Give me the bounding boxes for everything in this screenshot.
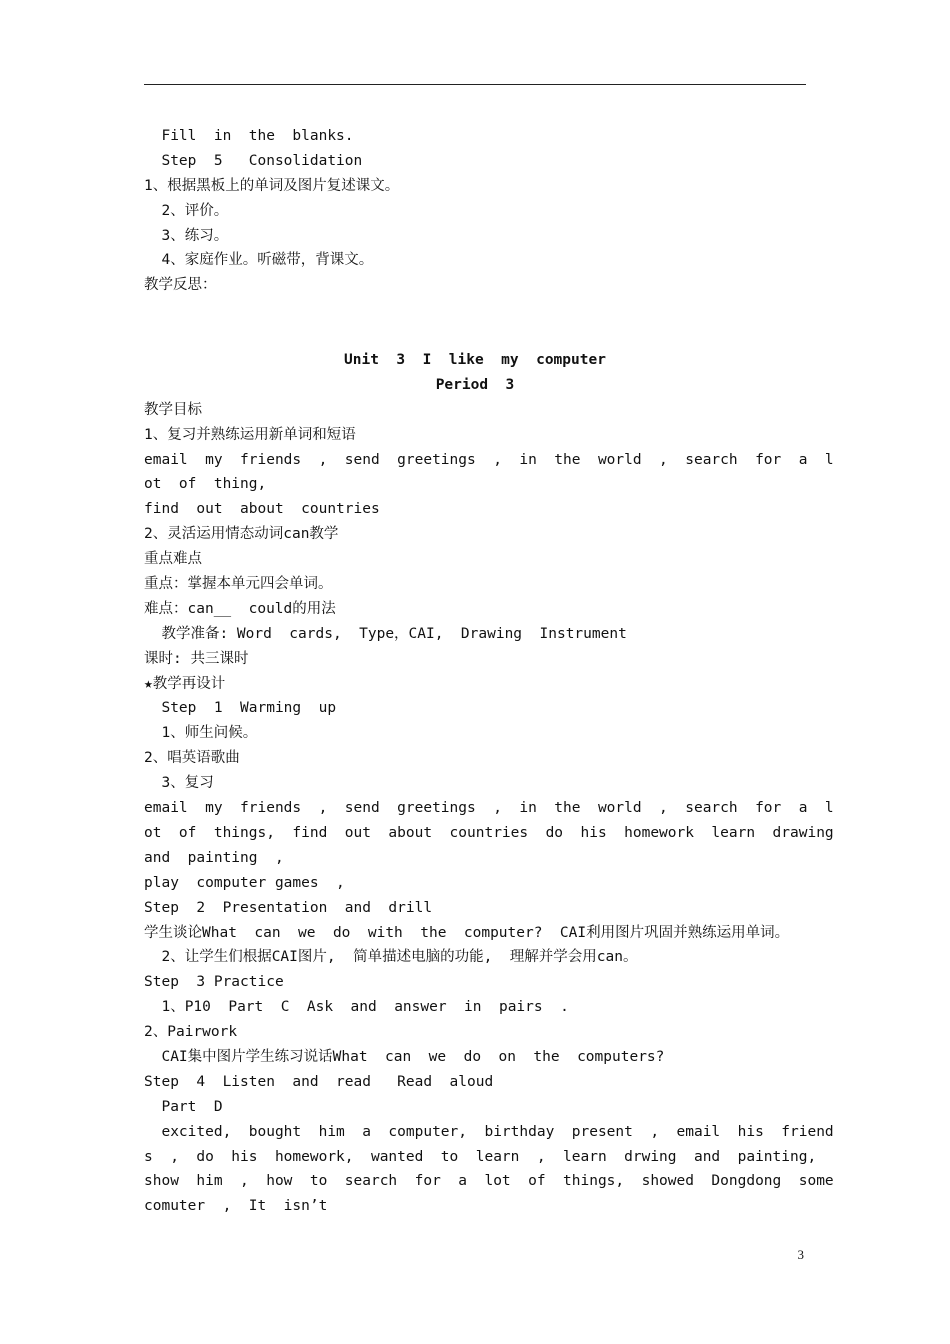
text-line: ★教学再设计 bbox=[144, 675, 226, 692]
text-line: 3、复习 bbox=[144, 775, 214, 792]
text-line: 2、评价。 bbox=[144, 202, 229, 219]
text-line: email my friends , send greetings , in the world , search for a l bbox=[144, 800, 834, 817]
text-line: 4、家庭作业。听磁带，背课文。 bbox=[144, 252, 374, 269]
text-line: Step 5 Consolidation bbox=[144, 152, 363, 169]
text-line: 2、唱英语歌曲 bbox=[144, 750, 240, 767]
text-line: 课时: 共三课时 bbox=[144, 650, 249, 667]
text-line: Step 2 Presentation and drill bbox=[144, 899, 433, 916]
text-line: s , do his homework, wanted to learn , learn drwing and painting, bbox=[144, 1148, 817, 1165]
text-line: 1、根据黑板上的单词及图片复述课文。 bbox=[144, 177, 400, 194]
text-line: play computer games , bbox=[144, 874, 345, 891]
text-line: Part D bbox=[144, 1098, 223, 1115]
text-line bbox=[144, 298, 819, 323]
text-line: Step 3 Practice bbox=[144, 974, 284, 991]
text-line: email my friends , send greetings , in the world , search for a l bbox=[144, 451, 834, 468]
text-line: 难点：can__ could的用法 bbox=[144, 600, 336, 617]
header-rule bbox=[144, 84, 806, 85]
text-line: show him , how to search for a lot of things, showed Dongdong some bbox=[144, 1173, 834, 1190]
text-line: find out about countries bbox=[144, 501, 380, 518]
text-line: 教学目标 bbox=[144, 401, 202, 418]
section-title: Unit 3 I like my computer bbox=[344, 352, 606, 369]
text-line: Step 4 Listen and read Read aloud bbox=[144, 1073, 494, 1090]
text-line: 2、Pairwork bbox=[144, 1024, 238, 1041]
text-line: 1、P10 Part C Ask and answer in pairs . bbox=[144, 999, 569, 1016]
text-line: Fill in the blanks. bbox=[144, 128, 354, 144]
text-line: 重点：掌握本单元四会单词。 bbox=[144, 576, 333, 593]
text-line: 1、复习并熟练运用新单词和短语 bbox=[144, 426, 356, 443]
section-title: Period 3 bbox=[435, 376, 515, 393]
text-line bbox=[144, 323, 819, 348]
document-body bbox=[144, 124, 834, 1219]
text-line: 教学反思： bbox=[144, 277, 217, 294]
text-line: 学生谈论What can we do with the computer? CAI利用图片巩固并熟练运用单词。 bbox=[144, 924, 790, 941]
text-line: and painting , bbox=[144, 849, 284, 866]
text-line: ot of thing, bbox=[144, 476, 267, 493]
text-line: ot of things, find out about countries do his homework learn drawing bbox=[144, 824, 834, 841]
text-line: 1、师生问候。 bbox=[144, 725, 258, 742]
text-line: 2、让学生们根据CAI图片, 简单描述电脑的功能, 理解并学会用can。 bbox=[144, 949, 638, 966]
text-line: 教学准备: Word cards, Type，CAI, Drawing Instrument bbox=[144, 625, 627, 642]
text-line: excited, bought him a computer, birthday present , email his friend bbox=[144, 1123, 834, 1140]
text-line: CAI集中图片学生练习说话What can we do on the computers? bbox=[144, 1048, 665, 1065]
text-line: 2、灵活运用情态动词can教学 bbox=[144, 526, 339, 543]
text-line: comuter , It isn’t bbox=[144, 1198, 328, 1215]
text-line: Step 1 Warming up bbox=[144, 700, 337, 717]
text-line: 重点难点 bbox=[144, 551, 202, 568]
text-line: 3、练习。 bbox=[144, 227, 229, 244]
page-number: 3 bbox=[797, 1247, 804, 1262]
